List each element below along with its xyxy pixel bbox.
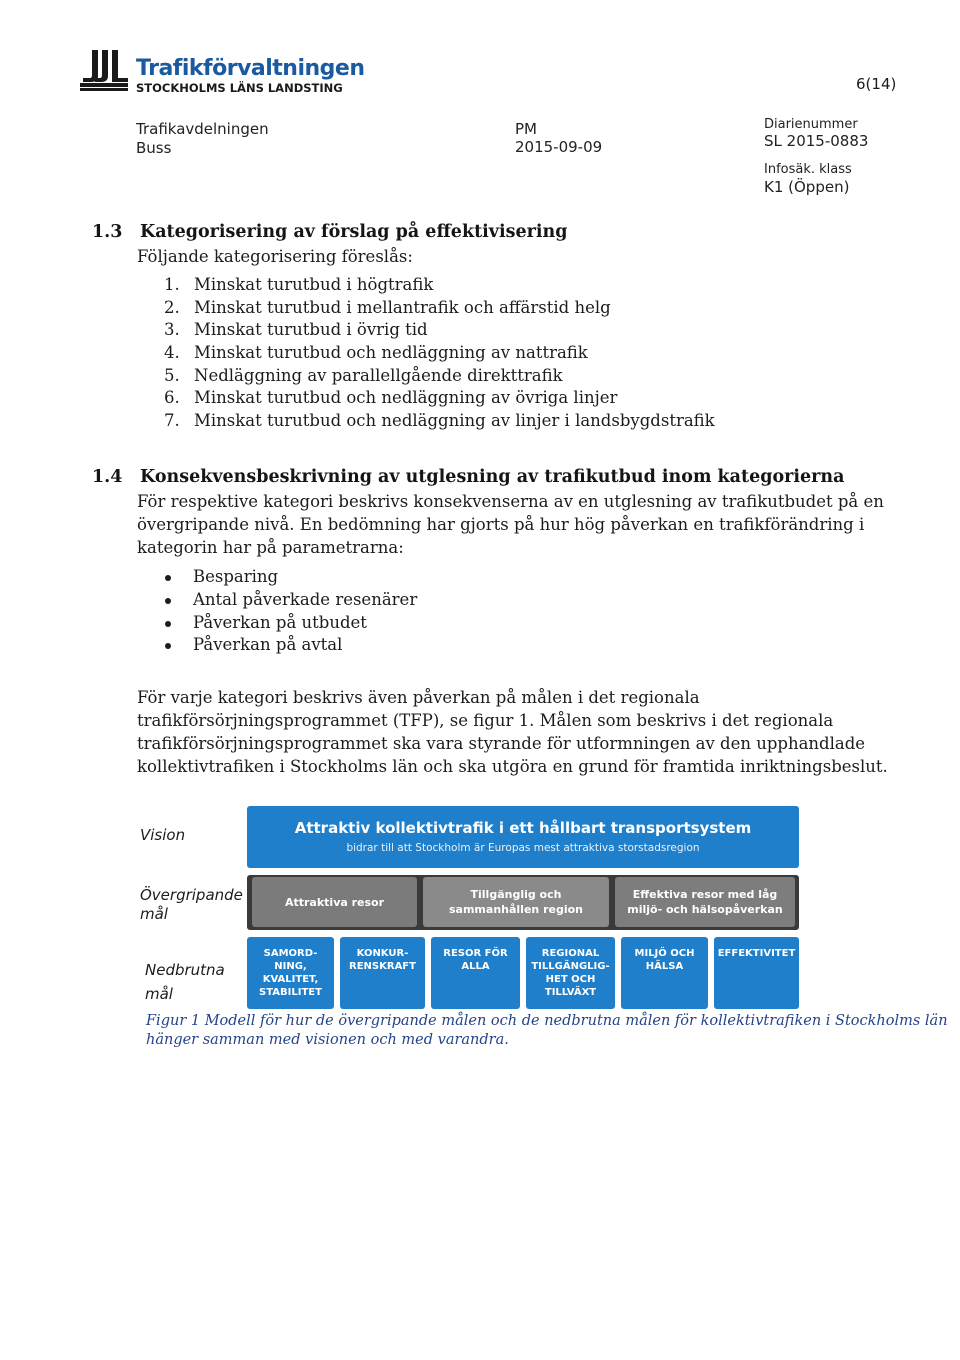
vision-box	[247, 806, 799, 868]
figure-row-label-detail-2: mål	[145, 985, 173, 1003]
detail-goal-box: EFFEKTIVITET	[714, 937, 799, 1009]
classification-label: Infosäk. klass	[764, 162, 852, 177]
paragraph-line: trafikförsörjningsprogrammet ska vara styrande för utformningen av den upphandlade	[137, 734, 866, 753]
category-number: 5.	[164, 365, 180, 385]
category-item	[164, 365, 715, 388]
diary-label: Diarienummer	[764, 117, 858, 132]
caption-line: hänger samman med visionen och med varandra.	[146, 1032, 509, 1048]
detail-goal-box: SAMORD- NING, KVALITET, STABILITET	[247, 937, 334, 1009]
figure-row-label-detail: Nedbrutna	[145, 961, 225, 979]
parameter-list	[165, 566, 417, 657]
organization-logo	[78, 48, 130, 92]
category-number: 7.	[164, 411, 180, 431]
parameter-item: Antal påverkade resenärer	[165, 589, 417, 612]
overall-goal-box: Attraktiva resor	[252, 877, 417, 927]
paragraph-line: övergripande nivå. En bedömning har gjorts på hur hög påverkan en trafikförändring i	[137, 515, 865, 534]
organization-subtitle: STOCKHOLMS LÄNS LANDSTING	[136, 81, 343, 95]
category-number: 4.	[164, 343, 180, 363]
detail-goal-box: RESOR FÖR ALLA	[431, 937, 520, 1009]
overall-goal-box: Effektiva resor med låg miljö- och hälsopåverkan	[615, 877, 795, 927]
figure-row-label-overall: Övergripande mål	[140, 886, 243, 923]
vision-title: Attraktiv kollektivtrafik i ett hållbart transportsystem	[294, 819, 752, 837]
parameter-item: Påverkan på utbudet	[165, 612, 417, 635]
detail-goal-box: KONKUR- RENSKRAFT	[340, 937, 425, 1009]
page-number: 6(14)	[856, 75, 897, 93]
section-title: Kategorisering av förslag på effektivisering	[140, 222, 568, 242]
category-number: 1.	[164, 275, 180, 294]
category-text: Minskat turutbud i övrig tid	[194, 320, 428, 340]
document-type: PM	[515, 120, 537, 138]
paragraph-line: trafikförsörjningsprogrammet (TFP), se figur 1. Målen som beskrivs i det regionala	[137, 711, 834, 730]
department: Trafikavdelningen	[136, 120, 269, 138]
section-title: Konsekvensbeskrivning av utglesning av trafikutbud inom kategorierna	[140, 467, 845, 487]
detail-goal-box: MILJÖ OCH HÄLSA	[621, 937, 708, 1009]
category-number: 6.	[164, 388, 180, 408]
section-heading-1-3	[92, 222, 567, 242]
paragraph	[137, 686, 888, 778]
category-text: Minskat turutbud och nedläggning av övriga linjer	[194, 388, 618, 408]
unit: Buss	[136, 139, 172, 157]
paragraph-line: För respektive kategori beskrivs konsekvenserna av en utglesning av trafikutbudet på en	[137, 492, 884, 511]
paragraph-line: kategorin har på parametrarna:	[137, 538, 404, 557]
category-item	[164, 410, 715, 433]
category-text: Minskat turutbud och nedläggning av nattrafik	[194, 343, 588, 363]
category-text: Nedläggning av parallellgående direkttrafik	[194, 365, 563, 385]
category-text: Minskat turutbud och nedläggning av linjer i landsbygdstrafik	[194, 411, 715, 431]
category-number: 2.	[164, 297, 180, 317]
category-item	[164, 387, 715, 410]
figure-caption	[146, 1012, 948, 1050]
category-text: Minskat turutbud i högtrafik	[194, 275, 434, 294]
vision-subtitle: bidrar till att Stockholm är Europas mest attraktiva storstadsregion	[346, 842, 700, 854]
parameter-item: Påverkan på avtal	[165, 634, 417, 657]
classification-value: K1 (Öppen)	[764, 178, 850, 196]
paragraph	[137, 490, 884, 559]
detail-goal-box: REGIONAL TILLGÄNGLIG- HET OCH TILLVÄXT	[526, 937, 615, 1009]
caption-line: Figur 1 Modell för hur de övergripande målen och de nedbrutna målen för kollektivtrafiken i Stockholms län	[146, 1013, 948, 1029]
section-number: 1.4	[92, 467, 123, 487]
document-date: 2015-09-09	[515, 138, 603, 156]
figure-row-label-vision: Vision	[140, 826, 186, 844]
overall-goal-box: Tillgänglig och sammanhållen region	[423, 877, 609, 927]
category-list	[164, 274, 715, 433]
section-heading-1-4	[92, 467, 844, 487]
category-item	[164, 274, 715, 297]
section-intro: Följande kategorisering föreslås:	[137, 247, 413, 266]
diary-number: SL 2015-0883	[764, 132, 869, 150]
paragraph-line: För varje kategori beskrivs även påverkan på målen i det regionala	[137, 688, 700, 707]
parameter-item: Besparing	[165, 566, 417, 589]
paragraph-line: kollektivtrafiken i Stockholms län och ska utgöra en grund för framtida inriktningsbeslut.	[137, 757, 888, 776]
category-item	[164, 297, 715, 320]
section-number: 1.3	[92, 222, 123, 242]
category-text: Minskat turutbud i mellantrafik och affärstid helg	[194, 297, 611, 317]
category-item	[164, 319, 715, 342]
category-item	[164, 342, 715, 365]
category-number: 3.	[164, 320, 180, 340]
organization-name: Trafikförvaltningen	[136, 56, 365, 81]
